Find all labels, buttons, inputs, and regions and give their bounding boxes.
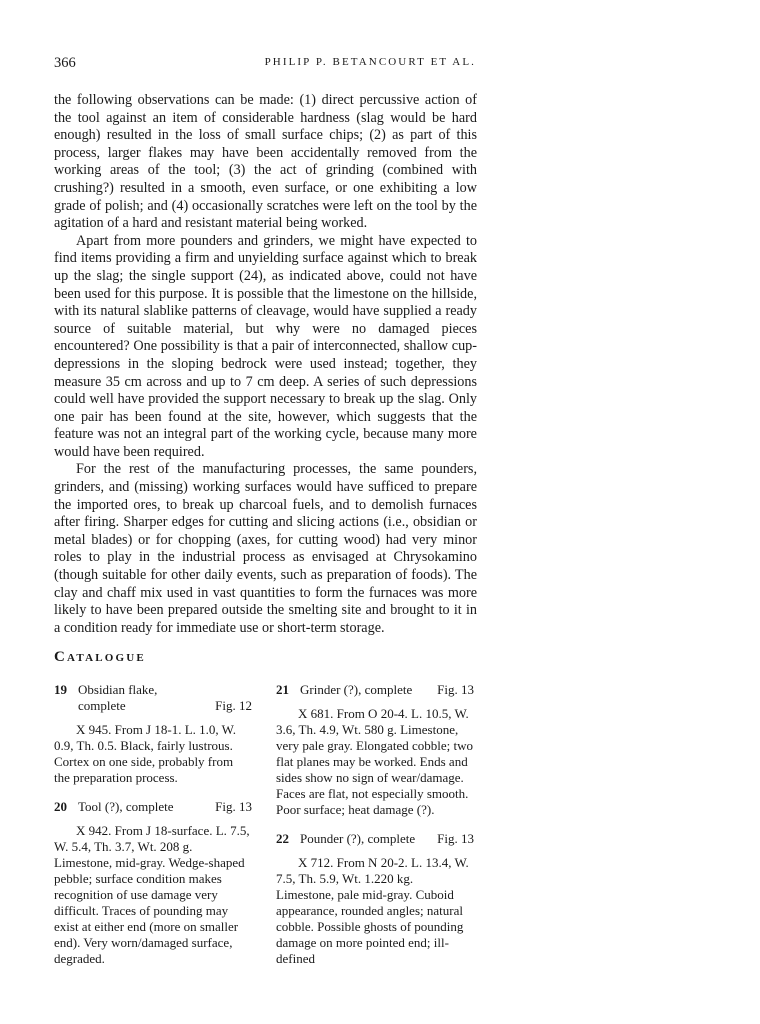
entry-name: Pounder (?), complete — [300, 831, 416, 846]
catalogue-column-right — [276, 682, 474, 980]
catalogue-column-left — [54, 682, 252, 980]
entry-description: X 942. From J 18-surface. L. 7.5, W. 5.4, Th. 3.7, Wt. 208 g. Limestone, mid-gray. Wedge-shaped pebble; surface condition makes recognition of use damage very difficult. Traces of pounding may exist at either end (more on smaller end). Very worn/damaged surface, degraded. — [54, 823, 250, 966]
entry-description: X 945. From J 18-1. L. 1.0, W. 0.9, Th. 0.5. Black, fairly lustrous. Cortex on one side, probably from the preparation process. — [54, 722, 236, 785]
paragraph: For the rest of the manufacturing processes, the same pounders, grinders, and (missing) working surfaces would have sufficed to prepare the imported ores, to break up charcoal fuels, and to demolish furnaces after firing. Sharper edges for cutting and slicing actions (i.e., obsidian or metal blades) or for chopping (axes, for cutting wood) had very minor roles to play in the industrial process as envisaged at Chrysokamino (though suitable for other daily events, such as preparation of foods). The clay and chaff mix used in vast quantities to form the furnaces was more likely to have been prepared outside the smelting site and brought to it in a condition ready for immediate use or short-term storage. — [54, 461, 477, 636]
entry-figure: Fig. 13 — [437, 682, 474, 697]
body-text — [54, 92, 477, 637]
catalogue-entry — [54, 682, 252, 786]
entry-name: Obsidian flake, complete — [78, 682, 158, 713]
entry-name: Tool (?), complete — [78, 799, 174, 814]
running-head: PHILIP P. BETANCOURT ET AL. — [264, 56, 476, 68]
entry-number: 19 — [54, 682, 67, 697]
entry-description: X 712. From N 20-2. L. 13.4, W. 7.5, Th. 5.9, Wt. 1.220 kg. Limestone, pale mid-gray. Cuboid appearance, rounded angles; natural cobble. Possible ghosts of pounding damage on more pointed end; ill-defined — [276, 855, 469, 966]
page-number: 366 — [54, 55, 76, 71]
catalogue-entry — [54, 799, 252, 967]
paragraph: Apart from more pounders and grinders, we might have expected to find items providing a firm and unyielding surface against which to break up the slag; the single support (24), as indicated above, could not have been used for this purpose. It is possible that the limestone on the hillside, with its natural slablike patterns of cleavage, would have supplied a ready source of suitable material, but why were no damaged pieces encountered? One possibility is that a pair of interconnected, shallow cup-depressions in the sloping bedrock were used instead; together, they measure 35 cm across and up to 7 cm deep. A series of such depressions could well have provided the support necessary to break up the slag. Only one pair has been found at the site, however, which suggests that the feature was not an integral part of the working cycle, because many more would have been required. — [54, 232, 477, 460]
entry-figure: Fig. 13 — [215, 799, 252, 814]
paragraph: the following observations can be made: (1) direct percussive action of the tool against an item of considerable hardness (slag would be hard enough) resulted in the loss of small surface chips; (2) as part of this process, larger flakes may have been accidentally removed from the working areas of the tool; (3) the act of grinding (combined with crushing?) resulted in a smooth, even surface, or one exhibiting a low grade of polish; and (4) occasionally scratches were left on the tool by the agitation of a hard and resistant material being worked. — [54, 92, 477, 232]
entry-description: X 681. From O 20-4. L. 10.5, W. 3.6, Th. 4.9, Wt. 580 g. Limestone, very pale gray. Elongated cobble; two flat planes may be worked. Ends and sides show no sign of wear/damage. Faces are flat, not especially smooth. Poor surface; heat damage (?). — [276, 706, 473, 817]
entry-figure: Fig. 13 — [437, 831, 474, 846]
entry-number: 20 — [54, 799, 67, 814]
entry-number: 21 — [276, 682, 289, 697]
entry-number: 22 — [276, 831, 289, 846]
catalogue-entry — [276, 831, 474, 967]
entry-figure: Fig. 12 — [215, 698, 252, 713]
catalogue-title: Catalogue — [54, 649, 146, 665]
catalogue-entry — [276, 682, 474, 818]
entry-name: Grinder (?), complete — [300, 682, 413, 697]
